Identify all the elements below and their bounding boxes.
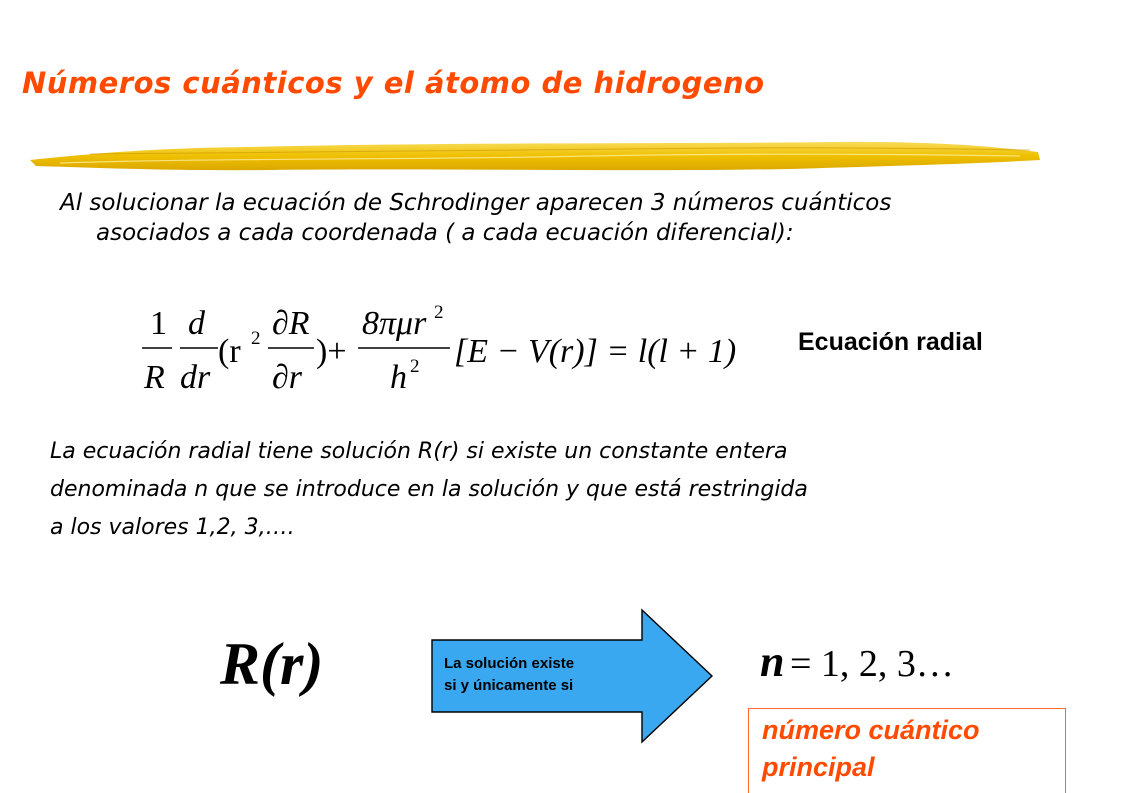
- eq-r-exp: 2: [251, 328, 261, 349]
- n-equation: [758, 632, 978, 692]
- eq-partial-r: ∂r: [272, 359, 303, 396]
- radial-equation-label: Ecuación radial: [798, 328, 983, 356]
- eq-close-plus: )+: [316, 333, 347, 370]
- title-underline-brush: [30, 136, 1042, 180]
- eq-dr: dr: [180, 359, 211, 396]
- quantum-name-line-1: número cuántico: [762, 715, 980, 745]
- paragraph-line-1: La ecuación radial tiene solución R(r) si existe un constante entera: [50, 439, 788, 464]
- paragraph-line-2: denominada n que se introduce en la solución y que está restringida: [50, 477, 808, 502]
- eq-d: d: [188, 305, 205, 342]
- explanation-paragraph: [50, 433, 1050, 547]
- arrow-label-line-2: si y únicamente si: [444, 677, 574, 694]
- R-of-r-text: R(r): [220, 631, 324, 697]
- eq-coef-den-exp: 2: [410, 356, 420, 377]
- intro-line-2: asociados a cada coordenada ( a cada ecuación diferencial):: [96, 220, 794, 246]
- slide-title: Números cuánticos y el átomo de hidrogeno: [22, 66, 765, 100]
- n-values: = 1, 2, 3…: [790, 643, 954, 685]
- eq-coef-num-exp: 2: [434, 302, 444, 323]
- intro-line-1: Al solucionar la ecuación de Schrodinger aparecen 3 números cuánticos: [60, 190, 892, 216]
- eq-one: 1: [150, 305, 167, 342]
- quantum-name-line-2: principal: [762, 752, 875, 782]
- radial-equation: [138, 300, 738, 400]
- radial-function-label: [218, 626, 358, 698]
- eq-bracket: [E − V(r)] = l(l + 1): [454, 333, 737, 370]
- paragraph-line-3: a los valores 1,2, 3,….: [50, 515, 295, 540]
- eq-coef-num: 8πμr: [362, 305, 427, 342]
- arrow-label-line-1: La solución existe: [444, 655, 575, 672]
- arrow-label: [444, 653, 574, 697]
- n-variable: n: [760, 637, 785, 686]
- eq-r-base: (r: [218, 333, 241, 370]
- eq-partial-R: ∂R: [272, 305, 310, 342]
- eq-coef-den: h: [390, 359, 407, 396]
- intro-text: [60, 188, 1120, 248]
- quantum-number-name: [762, 712, 980, 786]
- eq-R: R: [144, 359, 165, 396]
